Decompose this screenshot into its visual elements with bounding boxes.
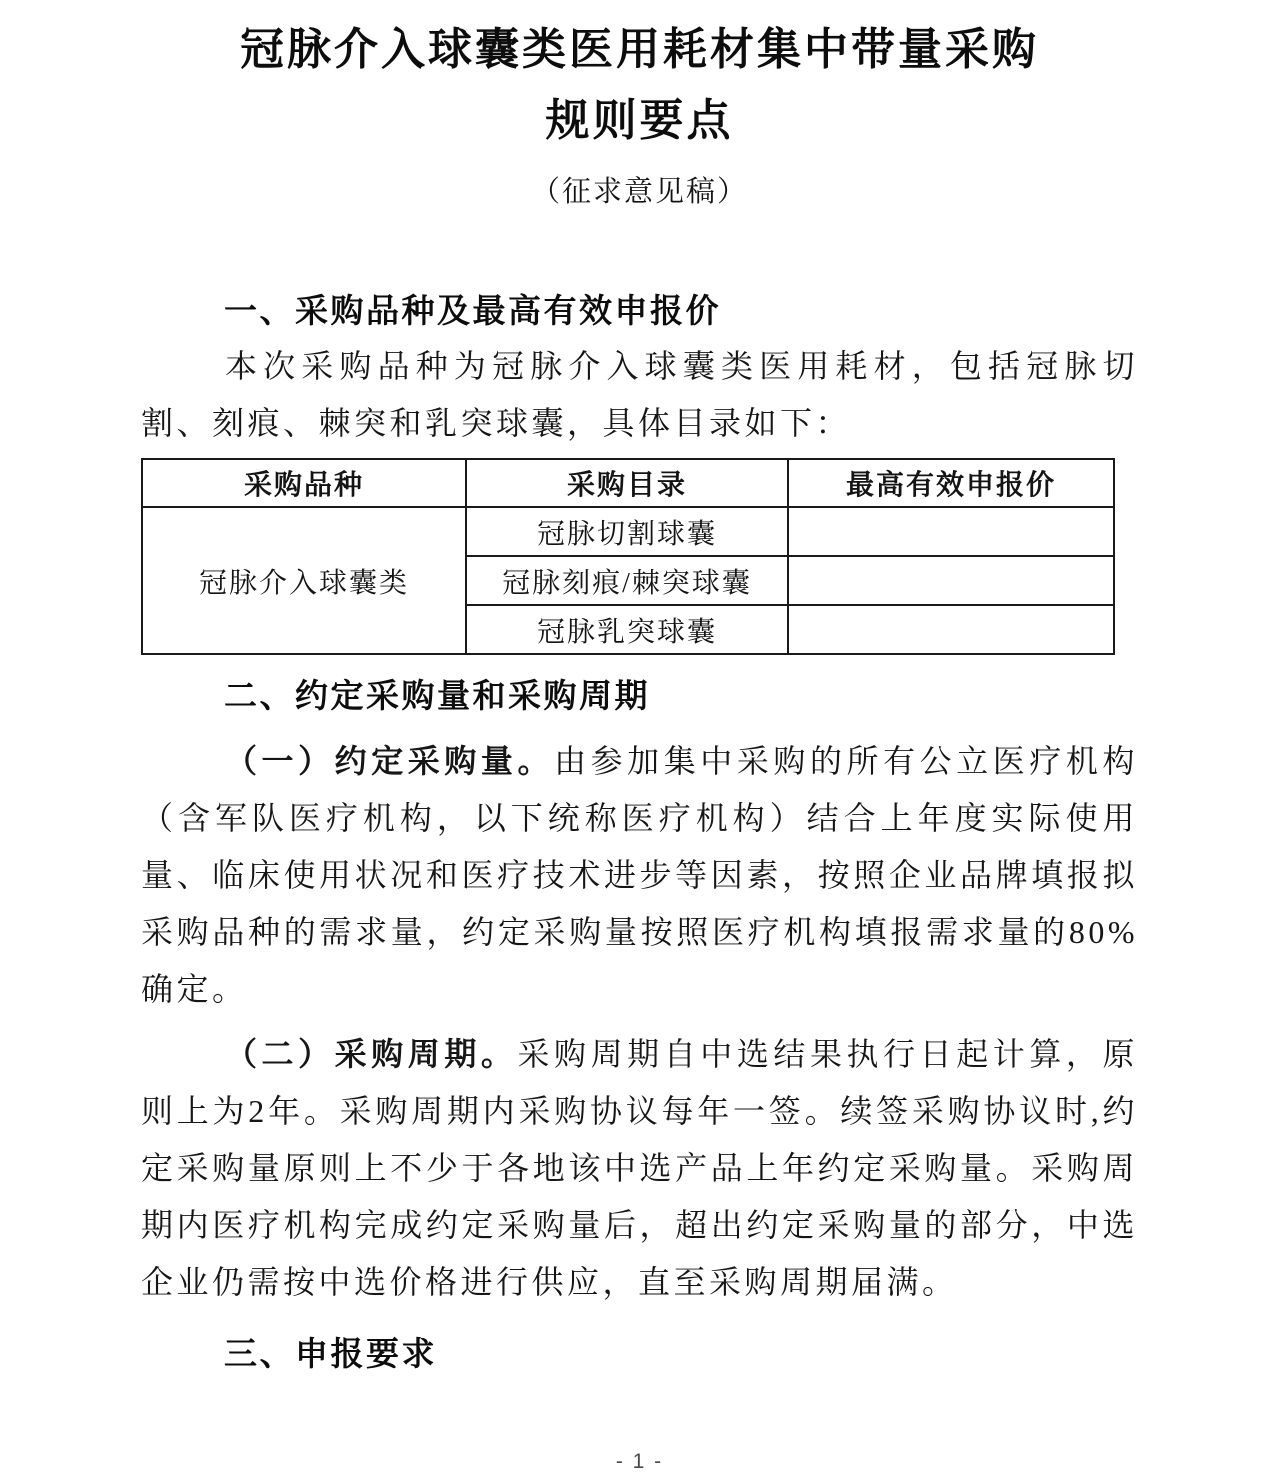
- table-cell-price: [788, 507, 1114, 556]
- procurement-table: [141, 458, 1115, 655]
- document-subtitle: （征求意见稿）: [530, 176, 748, 208]
- section-two-item-two-paragraph: [141, 1026, 1138, 1311]
- table-row: [142, 507, 1114, 556]
- document-title-line1: 冠脉介入球囊类医用耗材集中带量采购: [240, 25, 1039, 74]
- section-three-heading: 三、申报要求: [224, 1335, 437, 1372]
- table-header-catalog: 采购目录: [466, 459, 788, 507]
- table-header-price: 最高有效申报价: [788, 459, 1114, 507]
- document-page: [0, 14, 1280, 1473]
- section-one-heading: 一、采购品种及最高有效申报价: [224, 292, 721, 329]
- table-cell-catalog: 冠脉刻痕/棘突球囊: [466, 556, 788, 605]
- section-one-intro-paragraph: 本次采购品种为冠脉介入球囊类医用耗材，包括冠脉切割、刻痕、棘突和乳突球囊，具体目录如下：: [141, 348, 1138, 441]
- document-title: [141, 14, 1138, 156]
- page-number: - 1 -: [615, 1450, 664, 1473]
- table-cell-price: [788, 556, 1114, 605]
- item-two-lead: （二）采购周期。: [225, 1036, 518, 1072]
- table-header-row: [142, 459, 1114, 507]
- table-cell-catalog: 冠脉切割球囊: [466, 507, 788, 556]
- item-one-lead: （一）约定采购量。: [225, 743, 555, 779]
- table-cell-category: 冠脉介入球囊类: [142, 507, 466, 654]
- section-two-item-one-paragraph: [141, 733, 1138, 1018]
- document-title-line2: 规则要点: [545, 96, 734, 145]
- section-two-heading: 二、约定采购量和采购周期: [224, 677, 650, 714]
- table-cell-catalog: 冠脉乳突球囊: [466, 605, 788, 654]
- table-cell-price: [788, 605, 1114, 654]
- item-one-text: 由参加集中采购的所有公立医疗机构（含军队医疗机构，以下统称医疗机构）结合上年度实际使用量、临床使用状况和医疗技术进步等因素，按照企业品牌填报拟采购品种的需求量，约定采购量按照医疗机构填报需求量的80%确定。: [141, 743, 1138, 1007]
- table-header-category: 采购品种: [142, 459, 466, 507]
- item-two-text: 采购周期自中选结果执行日起计算，原则上为2年。采购周期内采购协议每年一签。续签采购协议时,约定采购量原则上不少于各地该中选产品上年约定采购量。采购周期内医疗机构完成约定采购量后，超出约定采购量的部分，中选企业仍需按中选价格进行供应，直至采购周期届满。: [141, 1036, 1138, 1300]
